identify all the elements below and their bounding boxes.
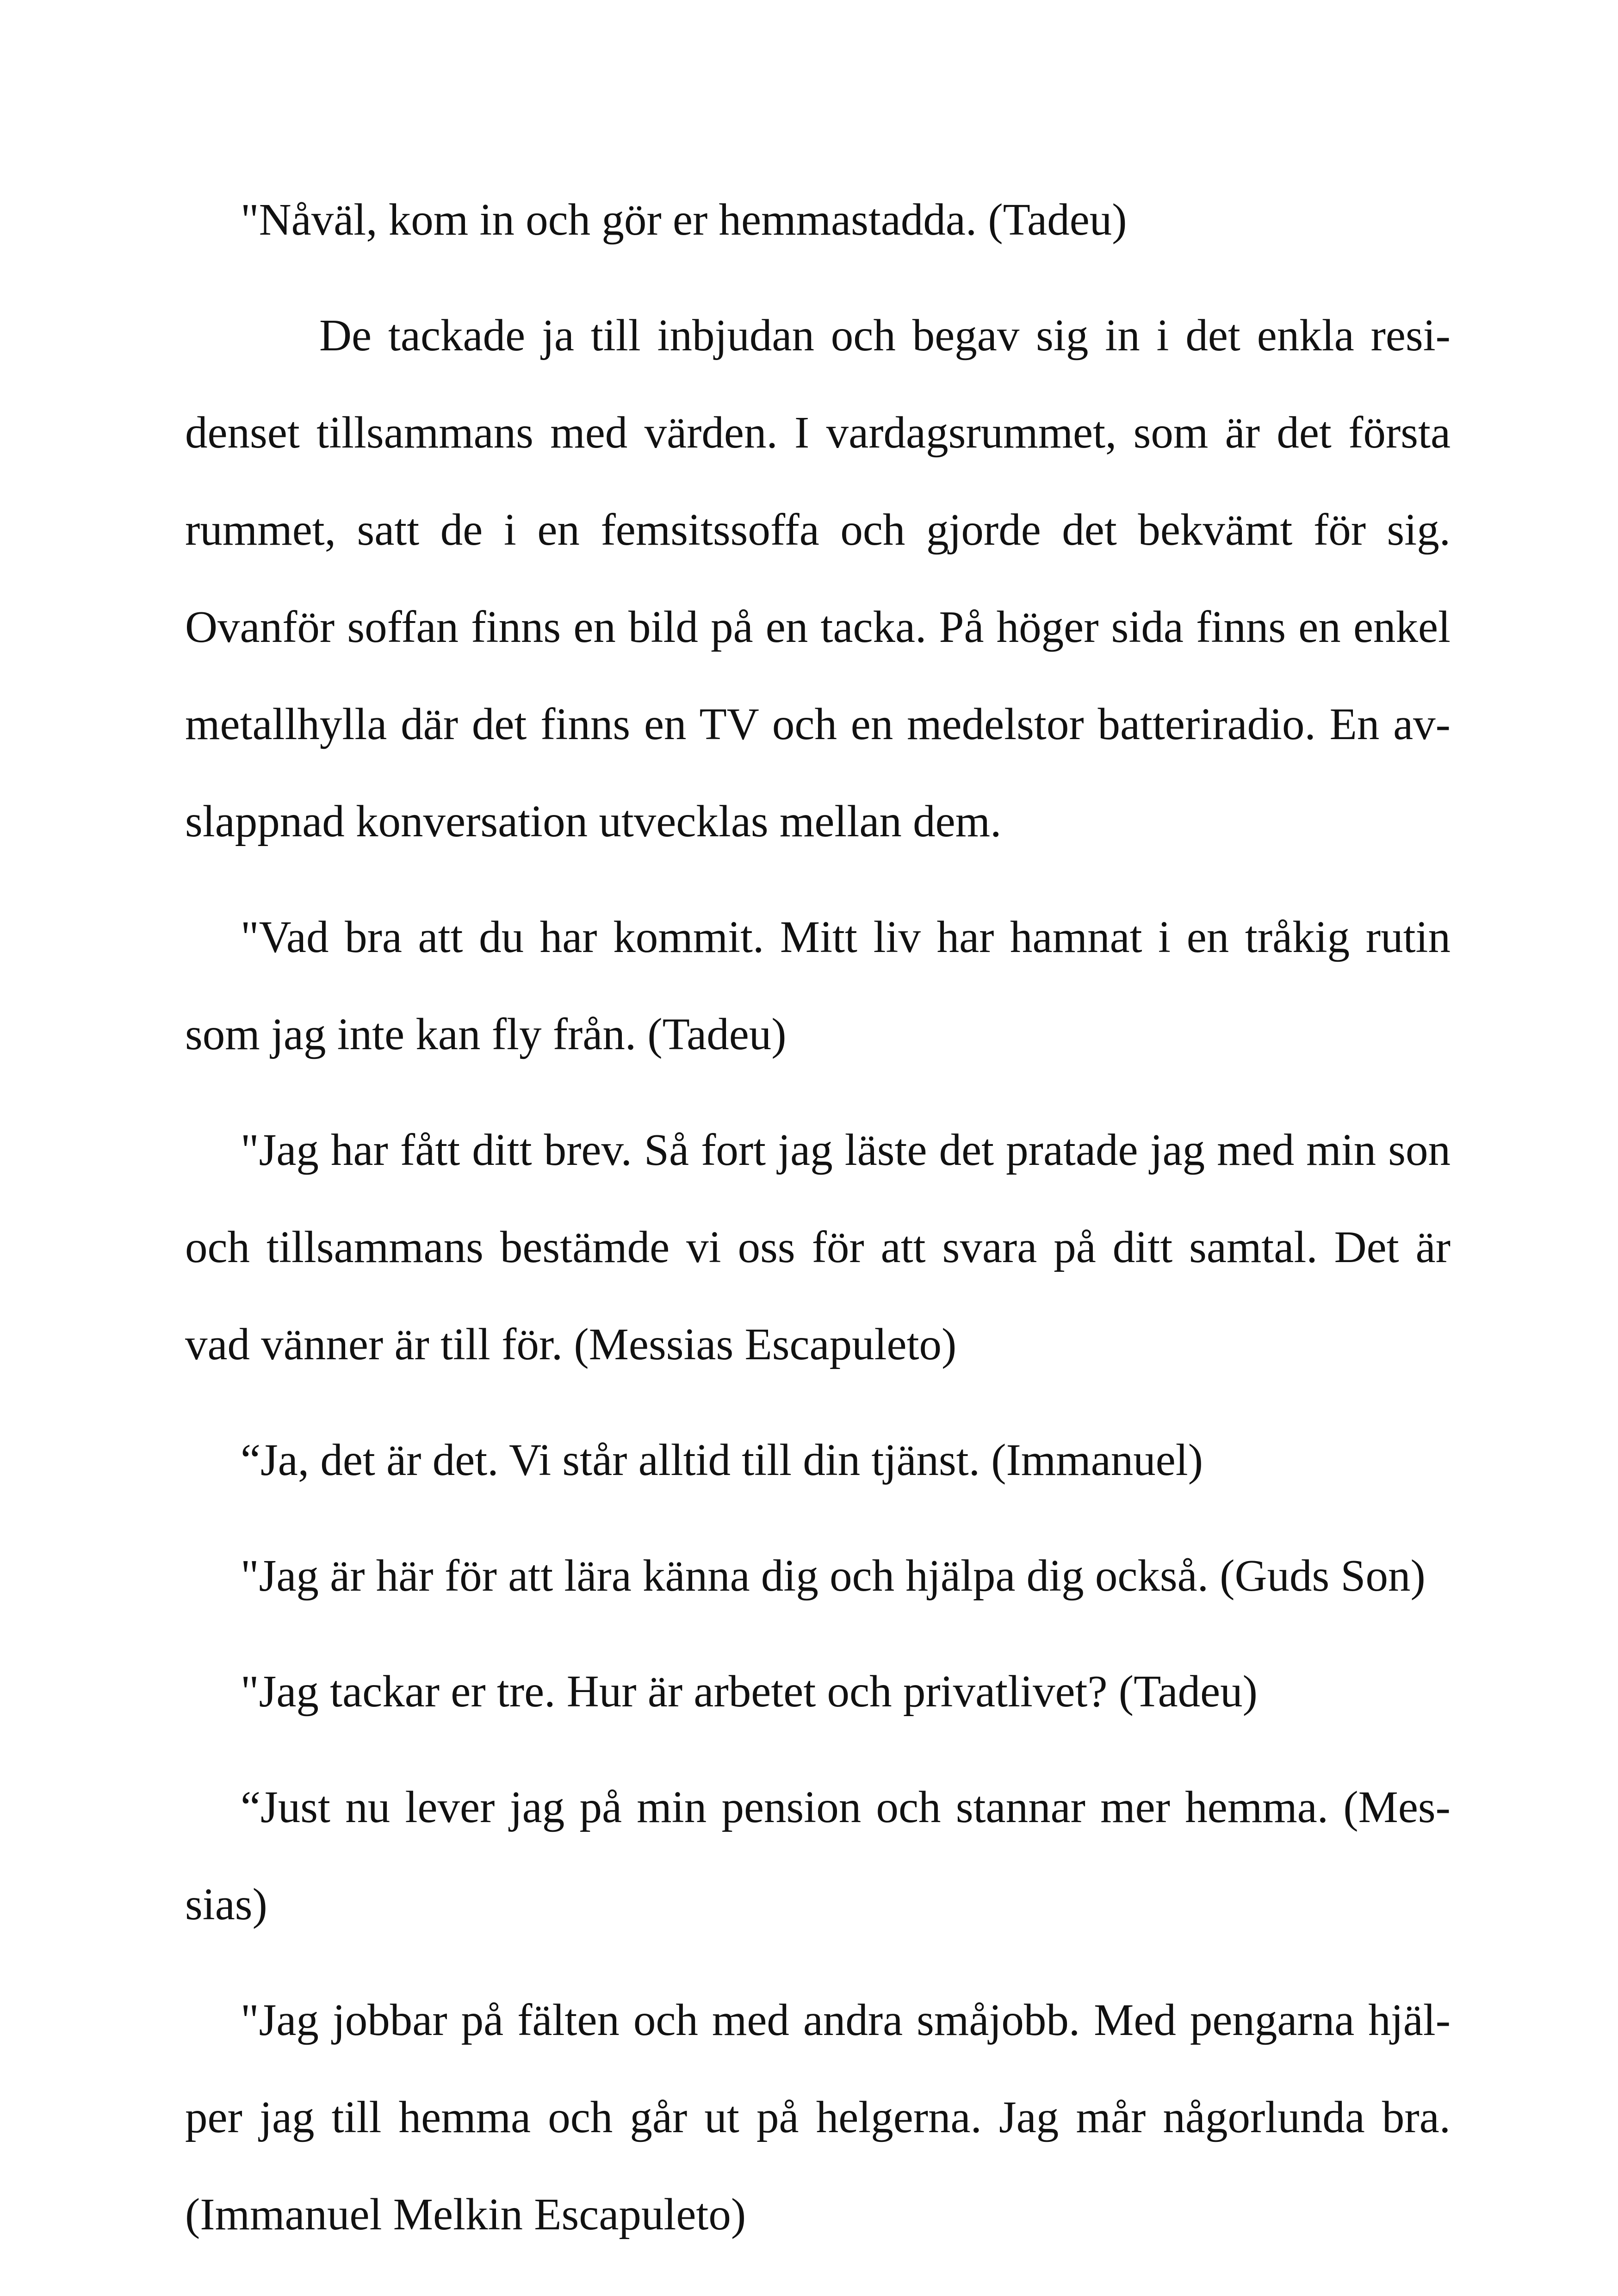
text-line: "Jag är här för att lära känna dig och hjälpa dig också. (Guds Son) <box>241 1551 1426 1600</box>
paragraph <box>185 1527 1451 1624</box>
text-line: “Just nu lever jag på min pension och stannar mer hemma. (Mes- <box>241 1782 1451 1832</box>
text-line: som jag inte kan fly från. (Tadeu) <box>185 1009 787 1059</box>
text-line: De tackade ja till inbjudan och begav sig in i det enkla resi- <box>319 311 1451 360</box>
text-line: vad vänner är till för. (Messias Escapuleto) <box>185 1319 957 1369</box>
paragraph <box>185 171 1451 268</box>
text-line: rummet, satt de i en femsitssoffa och gjorde det bekvämt för sig. <box>185 505 1451 554</box>
text-line: och tillsammans bestämde vi oss för att svara på ditt samtal. Det är <box>185 1222 1451 1272</box>
text-line: slappnad konversation utvecklas mellan dem. <box>185 796 1002 846</box>
paragraph <box>185 1643 1451 1740</box>
text-line: "Jag tackar er tre. Hur är arbetet och privatlivet? (Tadeu) <box>241 1667 1258 1716</box>
text-line: denset tillsammans med värden. I vardagsrummet, som är det första <box>185 408 1451 457</box>
paragraph <box>185 1412 1451 1509</box>
text-line: "Nåväl, kom in och gör er hemmastadda. (Tadeu) <box>241 195 1127 244</box>
text-line: (Immanuel Melkin Escapuleto) <box>185 2190 746 2239</box>
paragraph <box>185 889 1451 1083</box>
text-line: per jag till hemma och går ut på helgerna. Jag mår någorlunda bra. <box>185 2092 1451 2142</box>
paragraph <box>185 1972 1451 2263</box>
text-line: "Jag jobbar på fälten och med andra småjobb. Med pengarna hjäl- <box>241 1995 1451 2045</box>
paragraph <box>185 287 1451 870</box>
text-line: metallhylla där det finns en TV och en medelstor batteriradio. En av- <box>185 699 1451 749</box>
text-line: "Jag har fått ditt brev. Så fort jag läste det pratade jag med min son <box>241 1125 1451 1175</box>
text-line: Ovanför soffan finns en bild på en tacka. På höger sida finns en enkel <box>185 602 1451 652</box>
paragraph <box>185 1101 1451 1393</box>
text-line: “Ja, det är det. Vi står alltid till din tjänst. (Immanuel) <box>241 1435 1203 1485</box>
text-line: sias) <box>185 1879 267 1929</box>
body-text <box>185 171 1451 2282</box>
paragraph <box>185 1759 1451 1953</box>
text-line: "Vad bra att du har kommit. Mitt liv har hamnat i en tråkig rutin <box>241 912 1451 962</box>
